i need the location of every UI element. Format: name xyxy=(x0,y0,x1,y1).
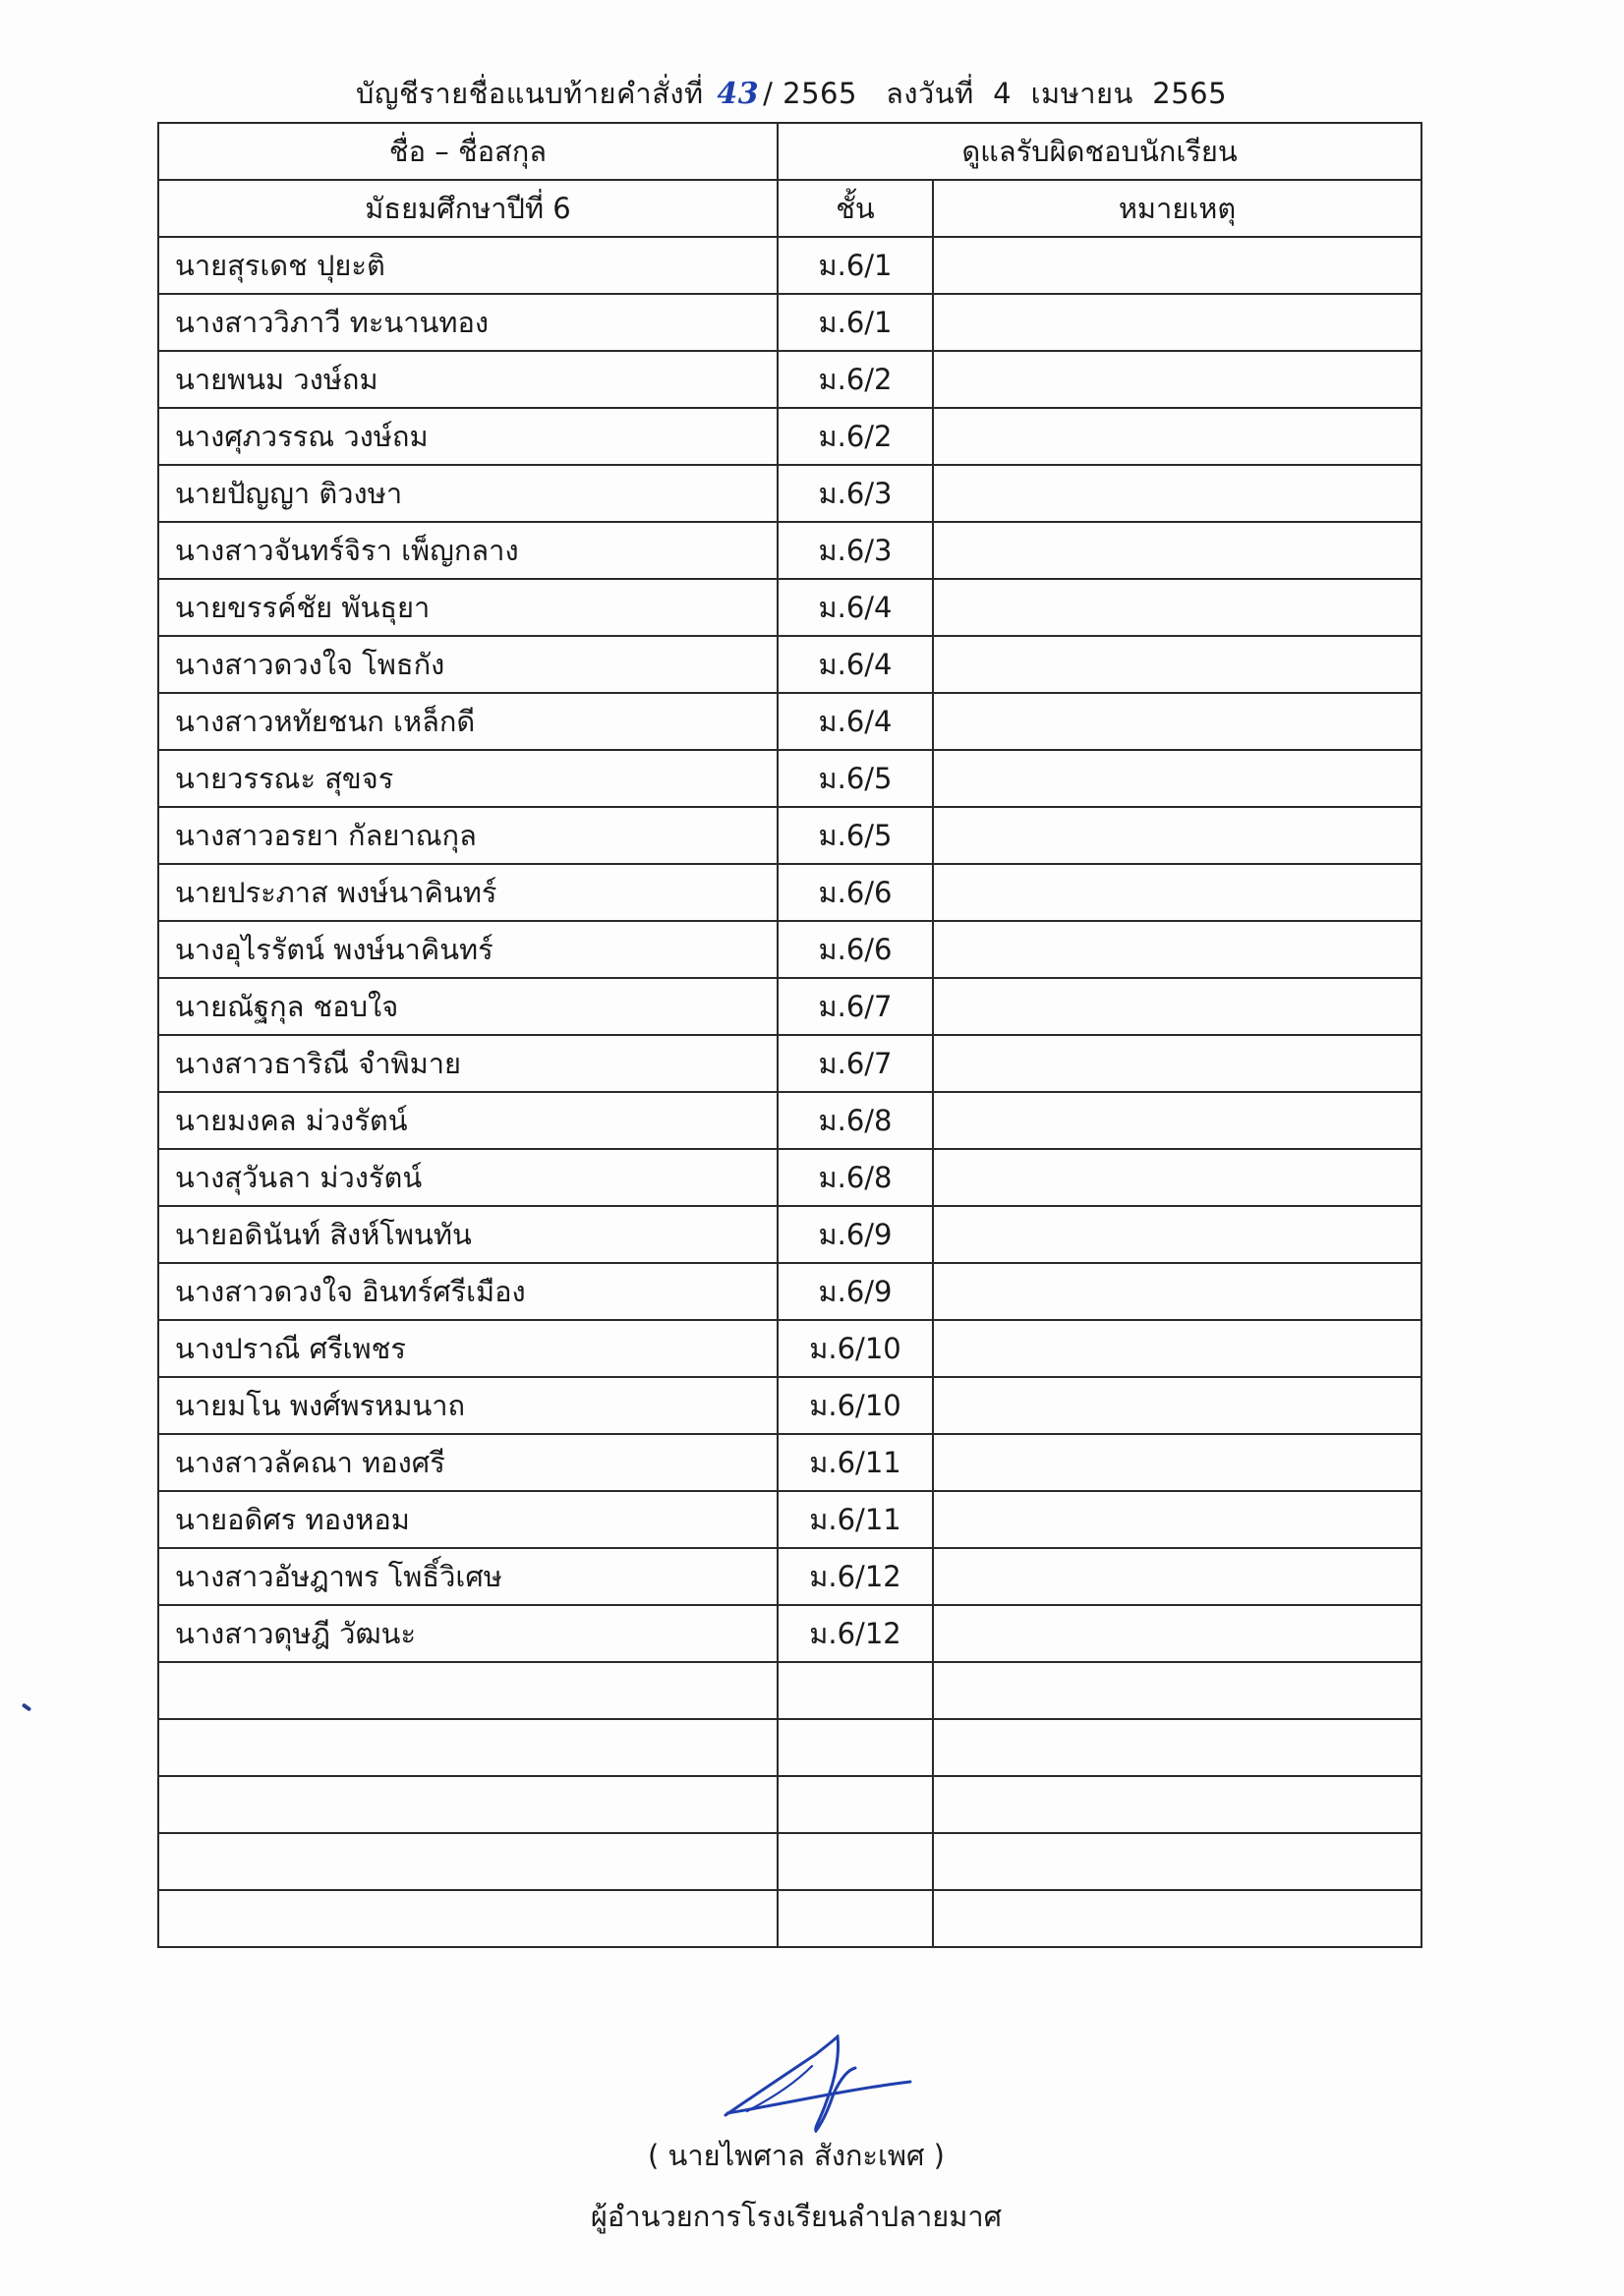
table-row xyxy=(158,522,1421,579)
note-cell xyxy=(933,1092,1421,1149)
teacher-name-cell: นายขรรค์ชัย พันธุยา xyxy=(158,579,778,636)
scan-speck xyxy=(22,1702,31,1711)
table-row xyxy=(158,465,1421,522)
class-cell xyxy=(778,1662,933,1719)
title-prefix: บัญชีรายชื่อแนบท้ายคำสั่งที่ xyxy=(355,77,704,110)
table-subheader-row xyxy=(158,180,1421,237)
teacher-name-cell xyxy=(158,1776,778,1833)
table-row xyxy=(158,1548,1421,1605)
note-cell xyxy=(933,1662,1421,1719)
class-cell: ม.6/3 xyxy=(778,465,933,522)
class-cell: ม.6/10 xyxy=(778,1377,933,1434)
table-row xyxy=(158,1377,1421,1434)
note-cell xyxy=(933,1206,1421,1263)
note-cell xyxy=(933,1377,1421,1434)
teacher-name-cell xyxy=(158,1719,778,1776)
teacher-name-cell: นางสาวจันทร์จิรา เพ็ญกลาง xyxy=(158,522,778,579)
table-row xyxy=(158,1263,1421,1320)
class-cell: ม.6/7 xyxy=(778,1035,933,1092)
table-row xyxy=(158,1092,1421,1149)
note-cell xyxy=(933,807,1421,864)
table-row xyxy=(158,294,1421,351)
teacher-name-cell: นางสาวดวงใจ โพธกัง xyxy=(158,636,778,693)
note-cell xyxy=(933,1149,1421,1206)
note-cell xyxy=(933,864,1421,921)
note-cell xyxy=(933,465,1421,522)
teacher-name-cell: นายสุรเดช ปุยะติ xyxy=(158,237,778,294)
grade-level-label: มัธยมศึกษาปีที่ 6 xyxy=(158,180,778,237)
teacher-name-cell: นางสาววิภาวี ทะนานทอง xyxy=(158,294,778,351)
class-cell xyxy=(778,1890,933,1947)
table-row xyxy=(158,1719,1421,1776)
note-cell xyxy=(933,636,1421,693)
note-cell xyxy=(933,237,1421,294)
table-row xyxy=(158,351,1421,408)
table-row xyxy=(158,579,1421,636)
note-cell xyxy=(933,1890,1421,1947)
table-row xyxy=(158,693,1421,750)
class-cell: ม.6/12 xyxy=(778,1548,933,1605)
class-cell: ม.6/1 xyxy=(778,237,933,294)
class-cell: ม.6/2 xyxy=(778,408,933,465)
table-row xyxy=(158,1035,1421,1092)
note-cell xyxy=(933,1263,1421,1320)
note-cell xyxy=(933,351,1421,408)
class-cell: ม.6/11 xyxy=(778,1491,933,1548)
teacher-name-cell: นางสาวลัคณา ทองศรี xyxy=(158,1434,778,1491)
teacher-name-cell: นางศุภวรรณ วงษ์ถม xyxy=(158,408,778,465)
teacher-name-cell: นางสุวันลา ม่วงรัตน์ xyxy=(158,1149,778,1206)
teacher-name-cell: นายประภาส พงษ์นาคินทร์ xyxy=(158,864,778,921)
teacher-name-cell: นางสาวดุษฎี วัฒนะ xyxy=(158,1605,778,1662)
class-cell: ม.6/9 xyxy=(778,1263,933,1320)
class-cell: ม.6/6 xyxy=(778,921,933,978)
column-header-class: ชั้น xyxy=(778,180,933,237)
document-title xyxy=(157,71,1425,116)
class-cell: ม.6/4 xyxy=(778,636,933,693)
signer-position: ผู้อำนวยการโรงเรียนลำปลายมาศ xyxy=(590,2200,1003,2233)
teacher-name-cell xyxy=(158,1662,778,1719)
table-header-row xyxy=(158,123,1421,180)
note-cell xyxy=(933,1548,1421,1605)
teacher-name-cell: นางสาวอรยา กัลยาณกุล xyxy=(158,807,778,864)
teacher-name-cell: นางสาวหทัยชนก เหล็กดี xyxy=(158,693,778,750)
note-cell xyxy=(933,1833,1421,1890)
class-cell: ม.6/2 xyxy=(778,351,933,408)
class-cell: ม.6/12 xyxy=(778,1605,933,1662)
table-row xyxy=(158,1320,1421,1377)
table-row xyxy=(158,750,1421,807)
note-cell xyxy=(933,294,1421,351)
class-cell: ม.6/4 xyxy=(778,693,933,750)
class-cell: ม.6/1 xyxy=(778,294,933,351)
note-cell xyxy=(933,1491,1421,1548)
note-cell xyxy=(933,1035,1421,1092)
title-suffix: / 2565 ลงวันที่ 4 เมษายน 2565 xyxy=(763,77,1228,110)
signer-name: ( นายไพศาล สังกะเพศ ) xyxy=(648,2139,945,2172)
table-row xyxy=(158,978,1421,1035)
table-row xyxy=(158,1605,1421,1662)
table-row xyxy=(158,408,1421,465)
table-row xyxy=(158,237,1421,294)
table-row xyxy=(158,1434,1421,1491)
note-cell xyxy=(933,921,1421,978)
table-row xyxy=(158,1662,1421,1719)
note-cell xyxy=(933,1605,1421,1662)
note-cell xyxy=(933,522,1421,579)
teacher-name-cell: นายวรรณะ สุขจร xyxy=(158,750,778,807)
teacher-name-cell xyxy=(158,1833,778,1890)
note-cell xyxy=(933,1434,1421,1491)
class-cell xyxy=(778,1833,933,1890)
note-cell xyxy=(933,978,1421,1035)
class-cell xyxy=(778,1719,933,1776)
class-cell: ม.6/5 xyxy=(778,750,933,807)
class-cell: ม.6/5 xyxy=(778,807,933,864)
handwritten-order-number: 43 xyxy=(717,77,760,111)
class-cell: ม.6/8 xyxy=(778,1149,933,1206)
note-cell xyxy=(933,1719,1421,1776)
class-cell: ม.6/6 xyxy=(778,864,933,921)
teacher-name-cell: นายมโน พงศ์พรหมนาถ xyxy=(158,1377,778,1434)
teacher-name-cell: นายณัฐกุล ชอบใจ xyxy=(158,978,778,1035)
table-row xyxy=(158,1833,1421,1890)
column-header-duty: ดูแลรับผิดชอบนักเรียน xyxy=(778,123,1421,180)
teacher-name-cell: นางปราณี ศรีเพชร xyxy=(158,1320,778,1377)
note-cell xyxy=(933,1320,1421,1377)
teacher-name-cell: นายปัญญา ติวงษา xyxy=(158,465,778,522)
teacher-name-cell: นายมงคล ม่วงรัตน์ xyxy=(158,1092,778,1149)
table-row xyxy=(158,1149,1421,1206)
class-cell xyxy=(778,1776,933,1833)
class-cell: ม.6/4 xyxy=(778,579,933,636)
table-row xyxy=(158,1206,1421,1263)
table-row xyxy=(158,1491,1421,1548)
teacher-name-cell: นางสาวอัษฎาพร โพธิ์วิเศษ xyxy=(158,1548,778,1605)
teacher-name-cell: นางสาวธาริณี จำพิมาย xyxy=(158,1035,778,1092)
note-cell xyxy=(933,750,1421,807)
director-signature xyxy=(718,2035,914,2133)
teacher-name-cell xyxy=(158,1890,778,1947)
teacher-roster-table xyxy=(157,122,1422,1948)
column-header-note: หมายเหตุ xyxy=(933,180,1421,237)
class-cell: ม.6/3 xyxy=(778,522,933,579)
class-cell: ม.6/10 xyxy=(778,1320,933,1377)
teacher-name-cell: นางอุไรรัตน์ พงษ์นาคินทร์ xyxy=(158,921,778,978)
note-cell xyxy=(933,1776,1421,1833)
teacher-name-cell: นายอดิศร ทองหอม xyxy=(158,1491,778,1548)
teacher-name-cell: นายพนม วงษ์ถม xyxy=(158,351,778,408)
note-cell xyxy=(933,693,1421,750)
teacher-name-cell: นายอดินันท์ สิงห์โพนทัน xyxy=(158,1206,778,1263)
table-row xyxy=(158,807,1421,864)
teacher-name-cell: นางสาวดวงใจ อินทร์ศรีเมือง xyxy=(158,1263,778,1320)
note-cell xyxy=(933,579,1421,636)
table-row xyxy=(158,921,1421,978)
note-cell xyxy=(933,408,1421,465)
class-cell: ม.6/11 xyxy=(778,1434,933,1491)
table-row xyxy=(158,636,1421,693)
class-cell: ม.6/8 xyxy=(778,1092,933,1149)
class-cell: ม.6/9 xyxy=(778,1206,933,1263)
table-row xyxy=(158,864,1421,921)
class-cell: ม.6/7 xyxy=(778,978,933,1035)
table-row xyxy=(158,1776,1421,1833)
column-header-name: ชื่อ – ชื่อสกุล xyxy=(158,123,778,180)
table-row xyxy=(158,1890,1421,1947)
